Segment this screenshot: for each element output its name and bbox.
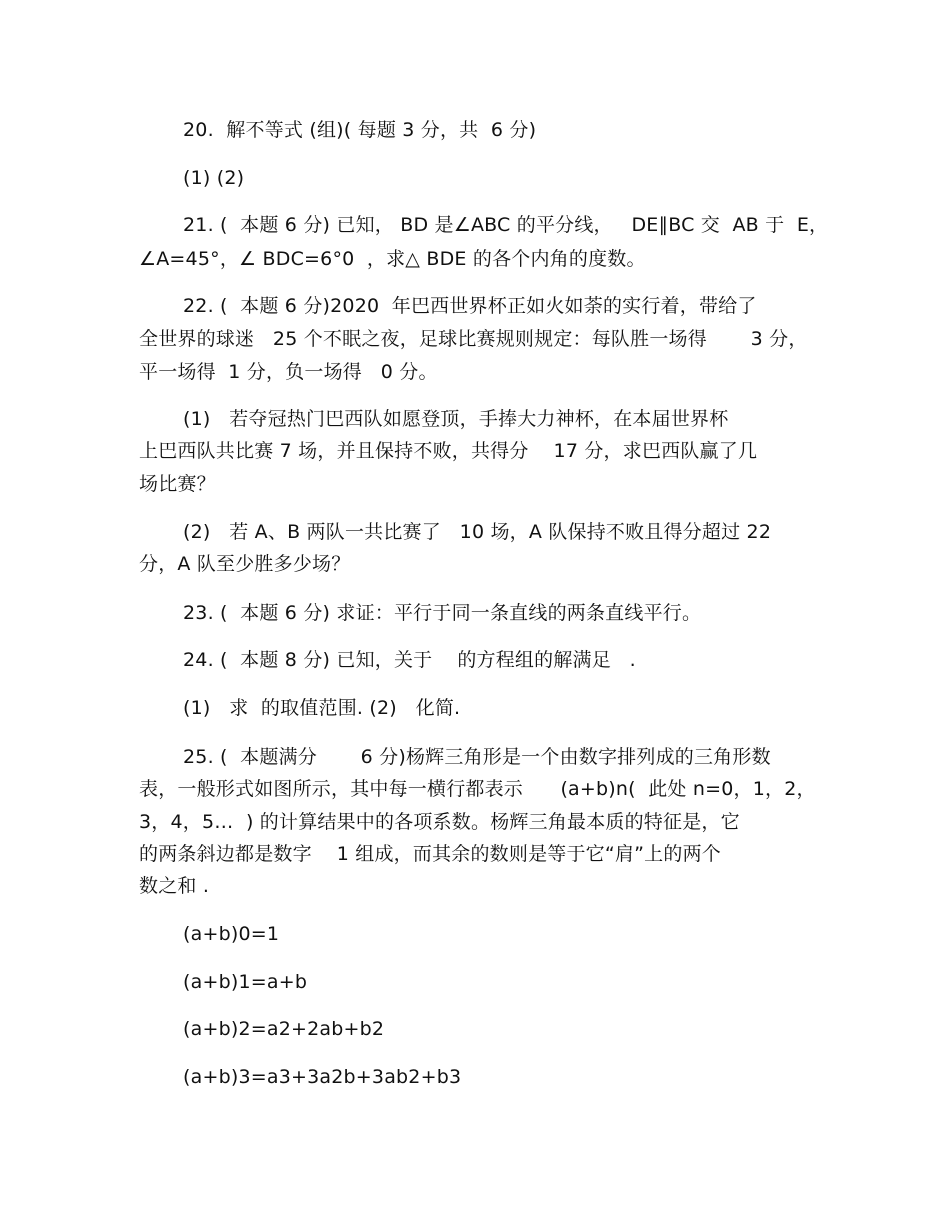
q25-line-2: 表，一般形式如图所示，其中每一横行都表示 (a+b)n( 此处 n=0，1，2，	[139, 778, 816, 800]
q25-equation-3: (a+b)3=a3+3a2b+3ab2+b3	[183, 1066, 462, 1088]
q25-line-4: 的两条斜边都是数字 1 组成，而其余的数则是等于它“肩”上的两个	[139, 843, 721, 865]
q25-equation-0: (a+b)0=1	[183, 923, 280, 945]
q22-part1-line-2: 上巴西队共比赛 7 场，并且保持不败，共得分 17 分，求巴西队赢了几	[139, 440, 758, 462]
q22-part2-line-2: 分，A 队至少胜多少场？	[139, 553, 351, 575]
q22-part2-line-1: (2) 若 A、B 两队一共比赛了 10 场，A 队保持不败且得分超过 22	[183, 521, 772, 543]
q22-line-2: 全世界的球迷 25 个不眠之夜，足球比赛规则规定：每队胜一场得 3 分，	[139, 328, 808, 350]
q25-line-5: 数之和 .	[139, 875, 210, 897]
q25-equation-2: (a+b)2=a2+2ab+b2	[183, 1018, 385, 1040]
q25-line-3: 3，4，5… ) 的计算结果中的各项系数。杨辉三角最本质的特征是，它	[139, 811, 740, 833]
q25-line-1: 25. ( 本题满分 6 分)杨辉三角形是一个由数字排列成的三角形数	[183, 746, 771, 768]
q21-line-1: 21. ( 本题 6 分) 已知， BD 是∠ABC 的平分线， DE∥BC 交 AB 于 E，	[183, 214, 829, 236]
q25-equation-1: (a+b)1=a+b	[183, 971, 308, 993]
q22-part1-line-3: 场比赛？	[139, 473, 216, 495]
q20-subparts: (1) (2)	[183, 167, 245, 189]
q22-part1-line-1: (1) 若夺冠热门巴西队如愿登顶，手捧大力神杯，在本届世界杯	[183, 408, 729, 430]
q21-line-2: ∠A=45°，∠ BDC=6°0 ，求△ BDE 的各个内角的度数。	[139, 248, 646, 270]
q23-line-1: 23. ( 本题 6 分) 求证：平行于同一条直线的两条直线平行。	[183, 602, 702, 624]
q22-line-1: 22. ( 本题 6 分)2020 年巴西世界杯正如火如荼的实行着，带给了	[183, 295, 757, 317]
q24-line-1: 24. ( 本题 8 分) 已知，关于 的方程组的解满足 .	[183, 649, 636, 671]
q22-line-3: 平一场得 1 分，负一场得 0 分。	[139, 361, 438, 383]
q20-title: 20. 解不等式 (组)( 每题 3 分，共 6 分)	[183, 119, 537, 141]
q24-subparts: (1) 求 的取值范围. (2) 化简.	[183, 697, 461, 719]
